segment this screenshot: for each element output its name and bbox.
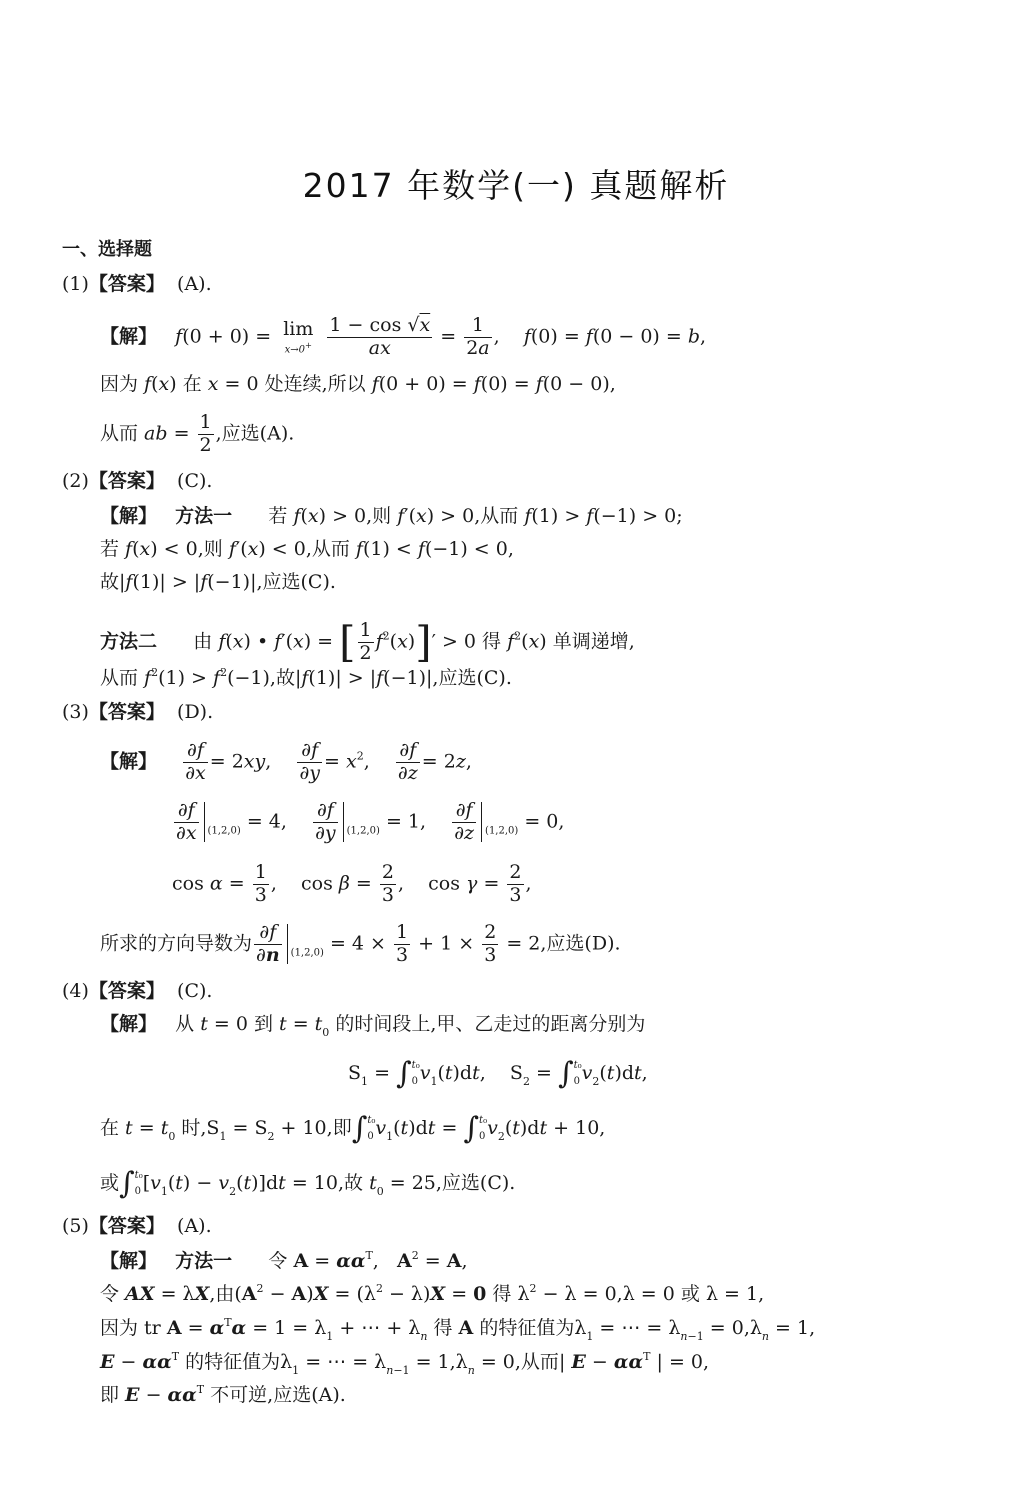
q3-solution-line-1: 【解】 $\frac{\partial f}{\partial x}$ = 2xy, $\frac{\partial f}{\partial y}$ = $x^2$, $\frac{\partial f}{\partial z}$ = 2z, bbox=[100, 739, 472, 784]
q2-method2-line-2: 从而 $f^2(1) > f^2(-1)$,故|f(1)| > |f(−1)|,应选(C). bbox=[100, 666, 512, 689]
q4-answer-line: (4)【答案】 (C). bbox=[62, 980, 213, 1002]
q2-answer: (C). bbox=[177, 470, 213, 492]
method1-label: 方法一 bbox=[175, 505, 233, 527]
solution-label: 【解】 bbox=[100, 325, 158, 348]
q4-answer: (C). bbox=[177, 980, 213, 1002]
q3-solution-line-3: cos α = $\frac{1}{3}$ , cos β = $\frac{2}{3}$ , cos γ = $\frac{2}{3}$ , bbox=[172, 861, 532, 906]
q5-method1-line-2: 令 AX = λX,由$(A^2 - A)X = (\lambda^2 - \lambda)X = 0$ 得 $\lambda^2 - \lambda = 0,\lambda = 0$ 或 λ = 1, bbox=[100, 1282, 765, 1305]
q1-solution-line-2: 因为 f(x) 在 x = 0 处连续,所以 f(0 + 0) = f(0) = f(0 − 0), bbox=[100, 373, 616, 395]
method2-label: 方法二 bbox=[100, 630, 158, 653]
q1-number: (1) bbox=[62, 273, 89, 295]
q3-answer: (D). bbox=[177, 701, 214, 723]
q1-answer-line bbox=[62, 275, 212, 294]
q2-method2-line-1: 方法二 由 f(x) • f′(x) = [ $\frac{1}{2}$ $f^2(x)]' > 0$ 得 $f^2(x)$ 单调递增, bbox=[100, 617, 635, 667]
q4-solution-line-2: $S_1 = \int t_0$ $0v_1(t)dt$, $S_2 = \int t_0$ $0v_2(t)dt$, bbox=[348, 1056, 648, 1091]
answer-label: 【答案】 bbox=[88, 273, 165, 295]
q5-answer-line: (5)【答案】 (A). bbox=[62, 1215, 212, 1237]
q2-method1-line-1: 【解】 方法一 若 f(x) > 0,则 f′(x) > 0,从而 f(1) > f(−1) > 0; bbox=[100, 505, 683, 527]
q2-method1-line-3: 故|f(1)| > |f(−1)|,应选(C). bbox=[100, 571, 336, 593]
q5-method1-line-4: $E - \alpha\alpha^T$ 的特征值为$\lambda_1$ = ⋯ = $\lambda_{n-1} = 1,\lambda_n = 0$,从而| $E - \alpha\alpha^T$ | = 0, bbox=[100, 1350, 710, 1377]
q5-method1-line-5: 即 $E - \alpha\alpha^T$ 不可逆,应选(A). bbox=[100, 1383, 346, 1406]
q3-answer-line: (3)【答案】 (D). bbox=[62, 701, 214, 723]
q5-method1-line-3: 因为 tr $A = \alpha^T\alpha = 1 = \lambda_1$ + ⋯ + $\lambda_n$ 得 A 的特征值为$\lambda_1$ = ⋯ = $\lambda_{n-1} = 0,\lambda_n = 1$, bbox=[100, 1316, 816, 1343]
q1-solution-line-3: 从而 ab = $\frac{1}{2}$ ,应选(A). bbox=[100, 411, 295, 456]
q3-solution-line-2: $\frac{\partial f}{\partial x}$ $_{(1,2,0)}$ = 4, $\frac{\partial f}{\partial y}$ $_{(1,2,0)}$ = 1, $\frac{\partial f}{\partial z}$ $_{(1,2,0)}$ = 0, bbox=[176, 799, 565, 844]
q1-solution-line-1: 【解】 f(0 + 0) = lim x→0+ $\frac{1 - \cos √x}{ax}$ = $\frac{1}{2a}$ , f(0) = f(0 − 0) = b, bbox=[100, 314, 707, 359]
page-title: 2017 年数学(一) 真题解析 bbox=[302, 166, 730, 205]
q2-answer-line: (2)【答案】 (C). bbox=[62, 470, 213, 492]
q4-solution-line-3: 在 $t = t_0$ 时$,S_1 = S_2 + 10$,即∫t₀ $0v_1(t)dt = \int t_0$ $0v_2(t)dt + 10$, bbox=[100, 1111, 606, 1146]
q2-method1-line-2: 若 f(x) < 0,则 f′(x) < 0,从而 f(1) < f(−1) < 0, bbox=[100, 538, 514, 560]
q3-solution-line-4: 所求的方向导数为 $\frac{\partial f}{\partial n}$ $_{(1,2,0)}$ = 4 × $\frac{1}{3}$ + 1 × $\frac{2}{3}$ = 2,应选(D). bbox=[100, 921, 621, 966]
q4-solution-line-1: 【解】 从 t = 0 到 $t = t_0$ 的时间段上,甲、乙走过的距离分别为 bbox=[100, 1013, 646, 1039]
q5-method1-line-1: 【解】 方法一 令 $A = \alpha\alpha^T$, $A^2 = A$, bbox=[100, 1249, 468, 1272]
q1-answer: (A). bbox=[177, 273, 212, 295]
section-heading: 一、选择题 bbox=[62, 239, 152, 260]
q4-solution-line-4: 或∫t₀ $0[v_1(t) - v_2(t)]dt = 10$,故 $t_0 = 25$,应选(C). bbox=[100, 1166, 516, 1201]
q5-answer: (A). bbox=[177, 1215, 212, 1237]
